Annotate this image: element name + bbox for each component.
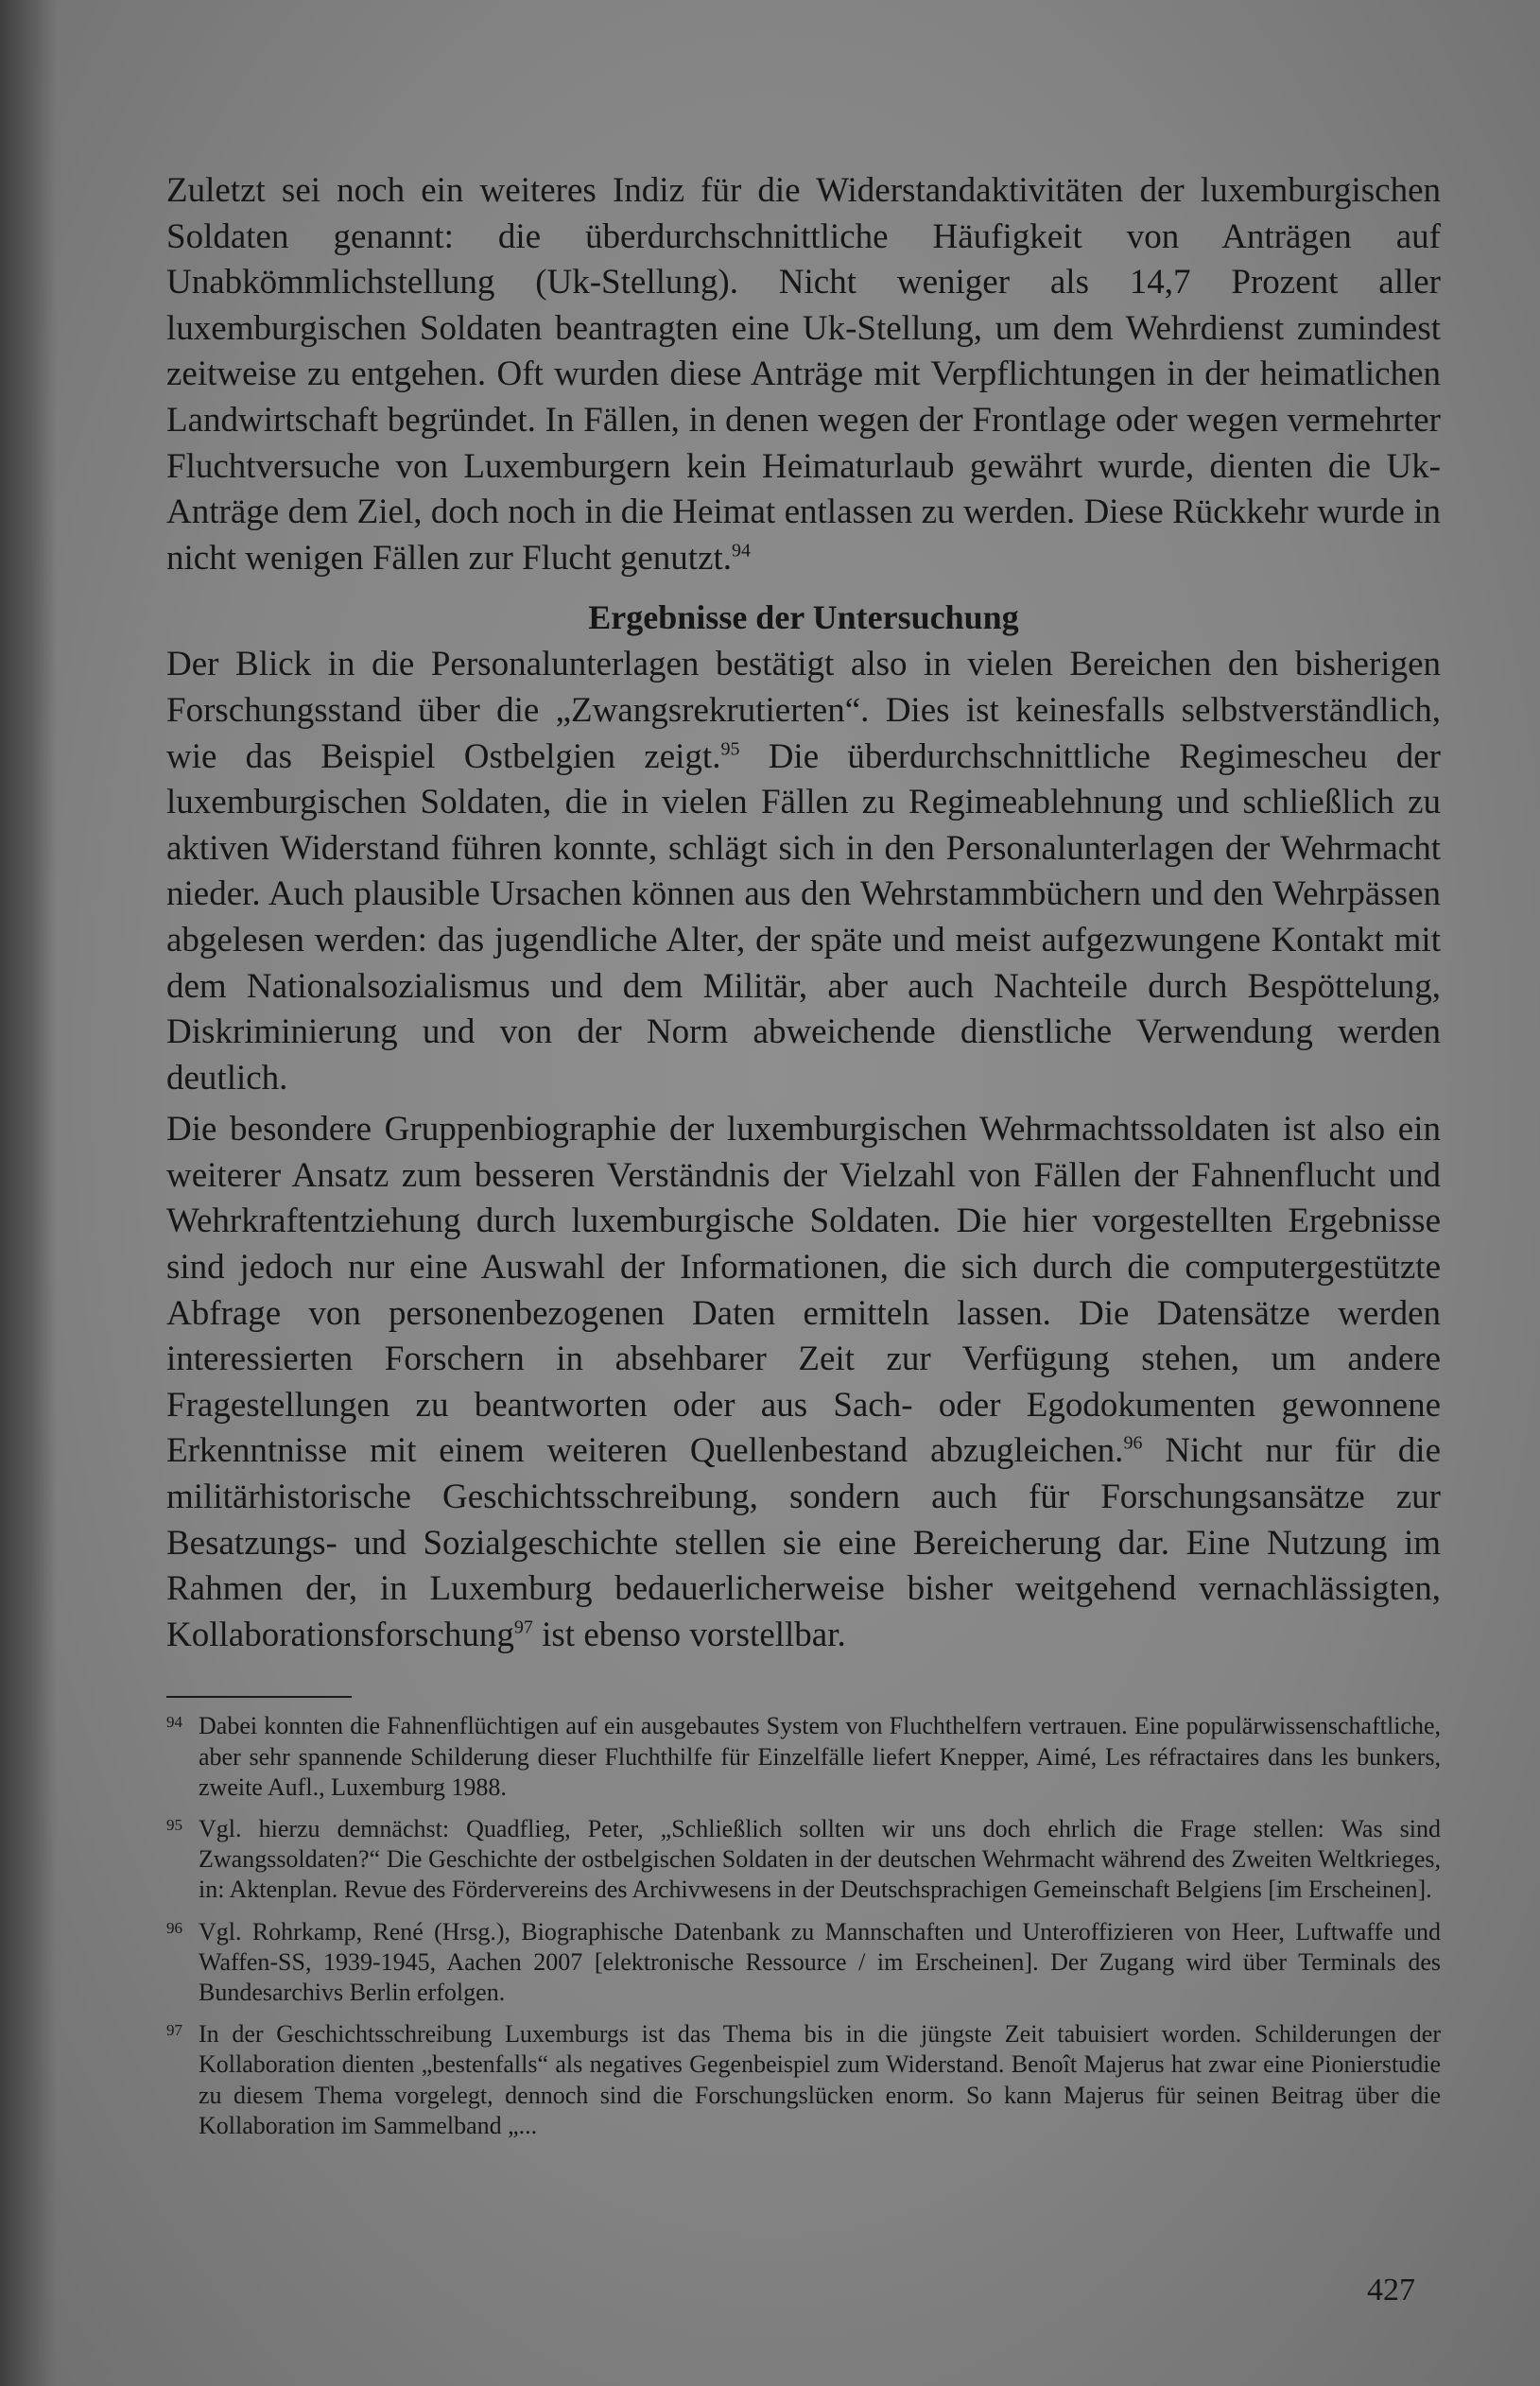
paragraph-text: Die besondere Gruppenbiographie der luxemburgischen Wehrmachtssoldaten ist also ein weiterer Ansatz zum besseren Verständnis der Vielzahl von Fällen der Fahnenflucht und Wehrkraftentziehung durch luxemburgische Soldaten. Die hier vorgestellten Ergebnisse sind jedoch nur eine Auswahl der Informationen, die sich durch die computergestützte Abfrage von personenbezogenen Daten ermitteln lassen. Die Datensätze werden interessierten Forschern in absehbarer Zeit zur Verfügung stehen, um andere Fragestellungen zu beantworten oder aus Sach- oder Egodokumenten gewonnene Erkenntnisse mit einem weiteren Quellenbestand abzugleichen.: [166, 1110, 1441, 1471]
paragraph-text: Zuletzt sei noch ein weiteres Indiz für die Widerstandaktivitäten der luxemburgischen Soldaten genannt: die überdurchschnittliche Häufigkeit von Anträgen auf Unabkömmlichstellung (Uk-Stellung). Nicht weniger als 14,7 Prozent aller luxemburgischen Soldaten beantragten eine Uk-Stellung, um dem Wehrdienst zumindest zeitweise zu entgehen. Oft wurden diese Anträge mit Verpflichtungen in der heimatlichen Landwirtschaft begründet. In Fällen, in denen wegen der Frontlage oder wegen vermehrter Fluchtversuche von Luxemburgern kein Heimaturlaub gewährt wurde, dienten die Uk-Anträge dem Ziel, doch noch in die Heimat entlassen zu werden. Diese Rückkehr wurde in nicht wenigen Fällen zur Flucht genutzt.: [166, 171, 1441, 578]
body-paragraph: [166, 1107, 1441, 1658]
footnote-separator: [166, 1696, 352, 1698]
footnote: [166, 1917, 1441, 2009]
page-gutter-shadow: [0, 0, 57, 2386]
footnote-text: Dabei konnten die Fahnenflüchtigen auf ein ausgebautes System von Fluchthelfern vertrauen. Eine populärwissenschaftliche, aber sehr spannende Schilderung dieser Fluchthilfe für Einzelfälle liefert Knepper, Aimé, Les réfractaires dans les bunkers, zweite Aufl., Luxemburg 1988.: [199, 1712, 1441, 1801]
footnote-number: 97: [166, 2021, 182, 2040]
footnote-reference: 95: [720, 738, 740, 760]
footnote-text: Vgl. hierzu demnächst: Quadflieg, Peter, „Schließlich sollten wir uns doch ehrlich die Frage stellen: Was sind Zwangssoldaten?“ Die Geschichte der ostbelgischen Soldaten in der deutschen Wehrmacht während des Zweiten Weltkrieges, in: Aktenplan. Revue des Fördervereins des Archivwesens in der Deutschsprachigen Gemeinschaft Belgiens [im Erscheinen].: [199, 1815, 1441, 1904]
footnote-number: 96: [166, 1918, 182, 1937]
section-heading: Ergebnisse der Untersuchung: [588, 598, 1019, 637]
footnote: [166, 1814, 1441, 1906]
footnote-reference: 97: [513, 1617, 533, 1638]
page-content: [166, 168, 1441, 2153]
paragraph-text: ist ebenso vorstellbar.: [532, 1615, 846, 1654]
paragraph-text: Die überdurchschnittliche Regimescheu der luxemburgischen Soldaten, die in vielen Fällen zu Regimeablehnung und schließlich zu aktiven Widerstand führen konnte, schlägt sich in den Personalunterlagen der Wehrmacht nieder. Auch plausible Ursachen können aus den Wehrstammbüchern und den Wehrpässen abgelesen werden: das jugendliche Alter, der späte und meist aufgezwungene Kontakt mit dem Nationalsozialismus und dem Militär, aber auch Nachteile durch Bespöttelung, Diskriminierung und von der Norm abweichende dienstliche Verwendung werden deutlich.: [166, 736, 1442, 1098]
body-paragraph: [166, 168, 1441, 581]
footnote-text: Vgl. Rohrkamp, René (Hrsg.), Biographische Datenbank zu Mannschaften und Unteroffizieren von Heer, Luftwaffe und Waffen-SS, 1939-1945, Aachen 2007 [elektronische Ressource / im Erscheinen]. Der Zugang wird über Terminals des Bundesarchivs Berlin erfolgen.: [199, 1917, 1441, 2007]
footnote: [166, 2019, 1441, 2141]
footnote-reference: 96: [1123, 1433, 1143, 1455]
paragraph-text: Der Blick in die Personalunterlagen bestätigt also in vielen Bereichen den bisherigen Forschungsstand über die „Zwangsrekrutierten“. Dies ist keinesfalls selbstverständlich, wie das Beispiel Ostbelgien zeigt.: [166, 645, 1441, 776]
footnote-reference: 94: [732, 540, 752, 562]
footnote-number: 95: [166, 1816, 182, 1835]
page-number: 427: [1367, 2273, 1415, 2308]
paragraph-text: Nicht nur für die militärhistorische Geschichtsschreibung, sondern auch für Forschungsansätze zur Besatzungs- und Sozialgeschichte stellen sie eine Bereicherung dar. Eine Nutzung im Rahmen der, in Luxemburg bedauerlicherweise bisher weitgehend vernachlässigten, Kollaborationsforschung: [166, 1431, 1442, 1654]
footnote-text: In der Geschichtsschreibung Luxemburgs ist das Thema bis in die jüngste Zeit tabuisiert worden. Schilderungen der Kollaboration dienten „bestenfalls“ als negatives Gegenbeispiel zum Widerstand. Benoît Majerus hat zwar eine Pionierstudie zu diesem Thema vorgelegt, dennoch sind die Forschungslücken enorm. So kann Majerus für seinen Beitrag über die Kollaboration im Sammelband „...: [199, 2020, 1441, 2139]
body-paragraph: [166, 642, 1441, 1101]
footnote-number: 94: [166, 1713, 182, 1732]
footnote: [166, 1711, 1441, 1803]
